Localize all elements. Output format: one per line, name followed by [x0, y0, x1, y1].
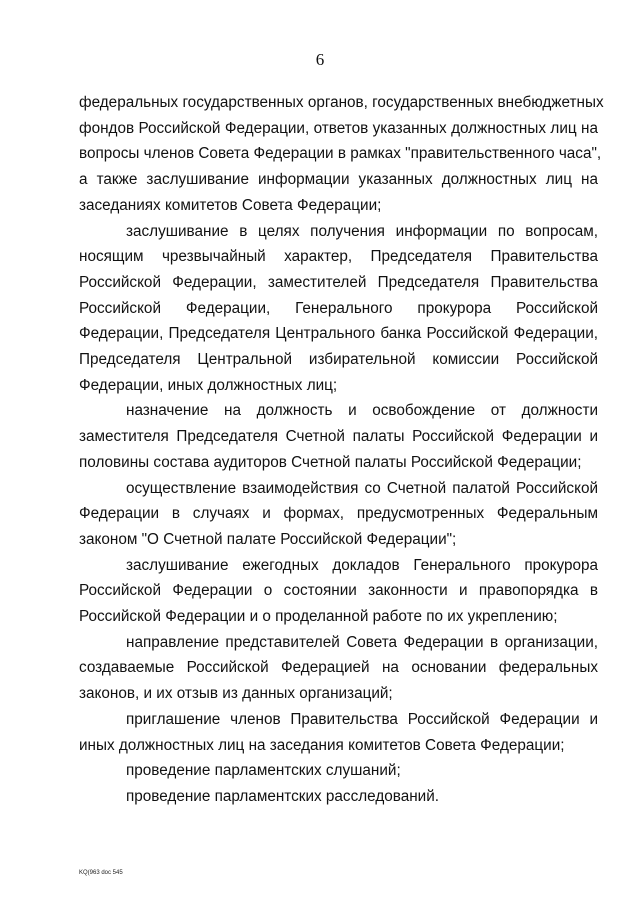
paragraph-line: вопросы членов Совета Федерации в рамках "правительственного часа",: [79, 145, 602, 163]
paragraph-line: законов, и их отзыв из данных организаций;: [79, 685, 393, 703]
paragraph-line: заслушивание ежегодных докладов Генерального прокурора: [126, 556, 598, 574]
paragraph-line: Федерации, Председателя Центрального банка Российской Федерации,: [79, 325, 598, 343]
footer-file-reference: KQ(963 doc 545: [79, 870, 123, 876]
paragraph: [79, 630, 598, 707]
paragraph-line: заместителя Председателя Счетной палаты Российской Федерации и: [79, 428, 598, 446]
paragraph-line: направление представителей Совета Федерации в организации,: [126, 633, 598, 651]
paragraph: [79, 90, 604, 219]
paragraph-line: половины состава аудиторов Счетной палаты Российской Федерации;: [79, 453, 582, 471]
paragraph-line: осуществление взаимодействия со Счетной палатой Российской: [126, 479, 598, 497]
paragraph: [79, 707, 598, 758]
paragraph-line: Российской Федерации, Генерального прокурора Российской: [79, 299, 598, 317]
paragraph-line: Председателя Центральной избирательной комиссии Российской: [79, 351, 598, 369]
paragraph-line: проведение парламентских слушаний;: [126, 762, 401, 780]
paragraph-line: создаваемые Российской Федерацией на основании федеральных: [79, 659, 598, 677]
paragraph-line: заседаниях комитетов Совета Федерации;: [79, 196, 382, 214]
page-number: 6: [315, 50, 325, 69]
paragraph-line: приглашение членов Правительства Российской Федерации и: [126, 710, 598, 728]
paragraph-line: Федерации, иных должностных лиц;: [79, 376, 338, 394]
paragraph: [79, 784, 598, 810]
paragraph-line: Российской Федерации и о проделанной работе по их укреплению;: [79, 608, 558, 626]
paragraph-line: проведение парламентских расследований.: [126, 787, 439, 805]
paragraph-line: носящим чрезвычайный характер, Председателя Правительства: [79, 248, 598, 266]
paragraph: [79, 219, 598, 399]
paragraph-line: иных должностных лиц на заседания комитетов Совета Федерации;: [79, 736, 565, 754]
paragraph-line: Федерации в случаях и формах, предусмотренных Федеральным: [79, 505, 598, 523]
paragraph-line: Российской Федерации о состоянии законности и правопорядка в: [79, 582, 598, 600]
paragraph-line: Российской Федерации, заместителей Председателя Правительства: [79, 273, 598, 291]
paragraph-line: законом "О Счетной палате Российской Федерации";: [79, 530, 457, 548]
paragraph: [79, 398, 598, 475]
paragraph: [79, 476, 598, 553]
document-body: [79, 90, 604, 810]
paragraph-line: фондов Российской Федерации, ответов указанных должностных лиц на: [79, 119, 598, 137]
paragraph-line: заслушивание в целях получения информации по вопросам,: [126, 222, 598, 240]
paragraph: [79, 758, 598, 784]
paragraph: [79, 553, 598, 630]
paragraph-line: назначение на должность и освобождение от должности: [126, 402, 598, 420]
paragraph-line: федеральных государственных органов, государственных внебюджетных: [79, 94, 604, 111]
paragraph-line: а также заслушивание информации указанных должностных лиц на: [79, 171, 598, 189]
